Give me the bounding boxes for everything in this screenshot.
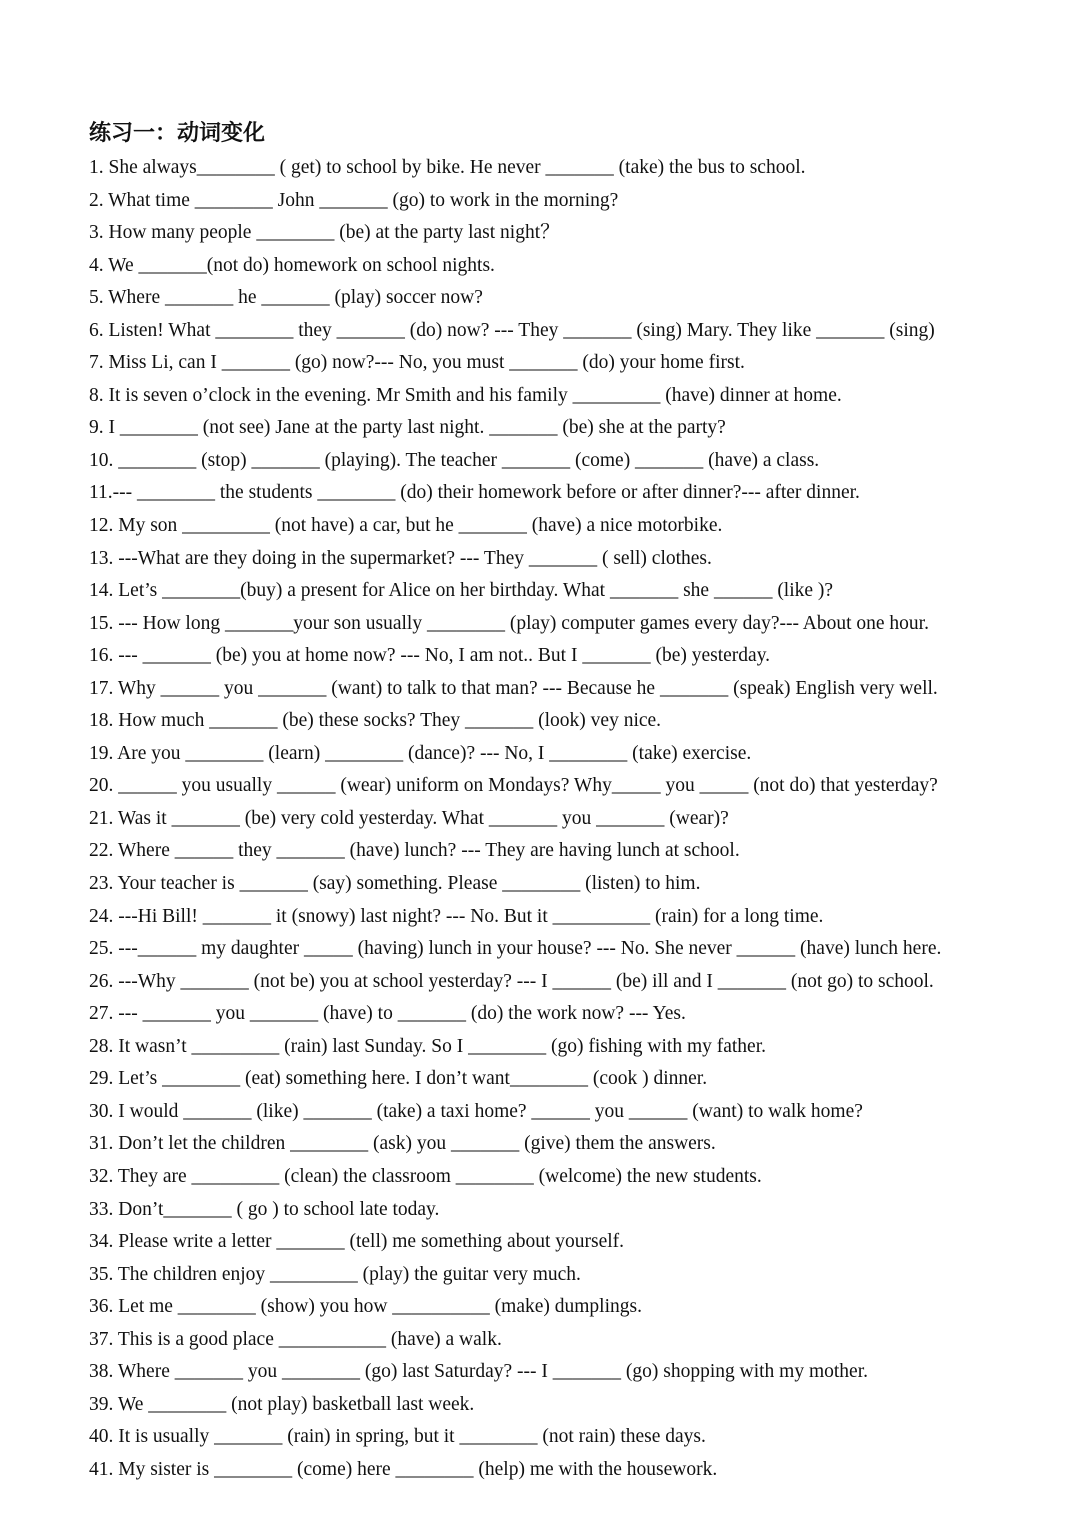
exercise-item: 11.--- ________ the students ________ (do) their homework before or after dinner?--- after dinner. <box>89 482 860 504</box>
exercise-item: 16. --- _______ (be) you at home now? --- No, I am not.. But I _______ (be) yesterday. <box>89 645 771 667</box>
exercise-item: 25. ---______ my daughter _____ (having) lunch in your house? --- No. She never ______ (have) lunch here. <box>89 938 942 960</box>
exercise-item: 6. Listen! What ________ they _______ (do) now? --- They _______ (sing) Mary. They like _______ (sing) <box>89 319 935 341</box>
exercise-item: 39. We ________ (not play) basketball last week. <box>89 1393 475 1415</box>
exercise-item: 33. Don’t_______ ( go ) to school late today. <box>89 1198 440 1220</box>
exercise-item: 30. I would _______ (like) _______ (take) a taxi home? ______ you ______ (want) to walk home? <box>89 1100 863 1122</box>
exercise-item: 5. Where _______ he _______ (play) soccer now? <box>89 287 483 309</box>
exercise-item: 21. Was it _______ (be) very cold yesterday. What _______ you _______ (wear)? <box>89 807 729 829</box>
exercise-item: 9. I ________ (not see) Jane at the party last night. _______ (be) she at the party? <box>89 417 726 439</box>
exercise-list <box>89 152 1069 1486</box>
exercise-item: 19. Are you ________ (learn) ________ (dance)? --- No, I ________ (take) exercise. <box>89 742 752 764</box>
exercise-item: 27. --- _______ you _______ (have) to _______ (do) the work now? --- Yes. <box>89 1003 686 1025</box>
exercise-item: 22. Where ______ they _______ (have) lunch? --- They are having lunch at school. <box>89 840 740 862</box>
exercise-item: 15. --- How long _______your son usually ________ (play) computer games every day?--- About one hour. <box>89 612 929 634</box>
exercise-item: 32. They are _________ (clean) the classroom ________ (welcome) the new students. <box>89 1165 762 1187</box>
exercise-item: 13. ---What are they doing in the supermarket? --- They _______ ( sell) clothes. <box>89 547 712 569</box>
exercise-item: 35. The children enjoy _________ (play) the guitar very much. <box>89 1263 581 1285</box>
exercise-item: 37. This is a good place ___________ (have) a walk. <box>89 1328 502 1350</box>
exercise-item: 38. Where _______ you ________ (go) last Saturday? --- I _______ (go) shopping with my mother. <box>89 1361 868 1383</box>
exercise-item: 40. It is usually _______ (rain) in spring, but it ________ (not rain) these days. <box>89 1426 706 1448</box>
exercise-item: 12. My son _________ (not have) a car, but he _______ (have) a nice motorbike. <box>89 515 723 537</box>
exercise-title: 练习一：动词变化 <box>89 121 266 146</box>
exercise-item: 23. Your teacher is _______ (say) something. Please ________ (listen) to him. <box>89 873 701 895</box>
exercise-item: 41. My sister is ________ (come) here ________ (help) me with the housework. <box>89 1458 718 1480</box>
exercise-item: 10. ________ (stop) _______ (playing). The teacher _______ (come) _______ (have) a class. <box>89 449 820 471</box>
exercise-item: 29. Let’s ________ (eat) something here. I don’t want________ (cook ) dinner. <box>89 1068 708 1090</box>
exercise-item: 14. Let’s ________(buy) a present for Alice on her birthday. What _______ she ______ (like )? <box>89 580 834 602</box>
exercise-item: 2. What time ________ John _______ (go) to work in the morning? <box>89 189 619 211</box>
exercise-item: 20. ______ you usually ______ (wear) uniform on Mondays? Why_____ you _____ (not do) that yesterday? <box>89 775 938 797</box>
exercise-item: 7. Miss Li, can I _______ (go) now?--- No, you must _______ (do) your home first. <box>89 352 745 374</box>
exercise-item: 34. Please write a letter _______ (tell) me something about yourself. <box>89 1231 625 1253</box>
exercise-item: 1. She always________ ( get) to school by bike. He never _______ (take) the bus to school. <box>89 157 806 178</box>
exercise-item: 28. It wasn’t _________ (rain) last Sunday. So I ________ (go) fishing with my father. <box>89 1035 767 1057</box>
exercise-item: 4. We _______(not do) homework on school nights. <box>89 254 495 276</box>
exercise-item: 3. How many people ________ (be) at the party last night？ <box>89 222 560 244</box>
exercise-item: 31. Don’t let the children ________ (ask) you _______ (give) them the answers. <box>89 1133 716 1155</box>
exercise-item: 24. ---Hi Bill! _______ it (snowy) last night? --- No. But it __________ (rain) for a long time. <box>89 905 824 927</box>
exercise-item: 36. Let me ________ (show) you how __________ (make) dumplings. <box>89 1296 642 1318</box>
exercise-item: 8. It is seven o’clock in the evening. Mr Smith and his family _________ (have) dinner at home. <box>89 384 842 406</box>
exercise-item: 17. Why ______ you _______ (want) to talk to that man? --- Because he _______ (speak) English very well. <box>89 677 938 699</box>
exercise-item: 26. ---Why _______ (not be) you at school yesterday? --- I ______ (be) ill and I _______ (not go) to school. <box>89 970 934 992</box>
exercise-item: 18. How much _______ (be) these socks? They _______ (look) vey nice. <box>89 710 662 732</box>
